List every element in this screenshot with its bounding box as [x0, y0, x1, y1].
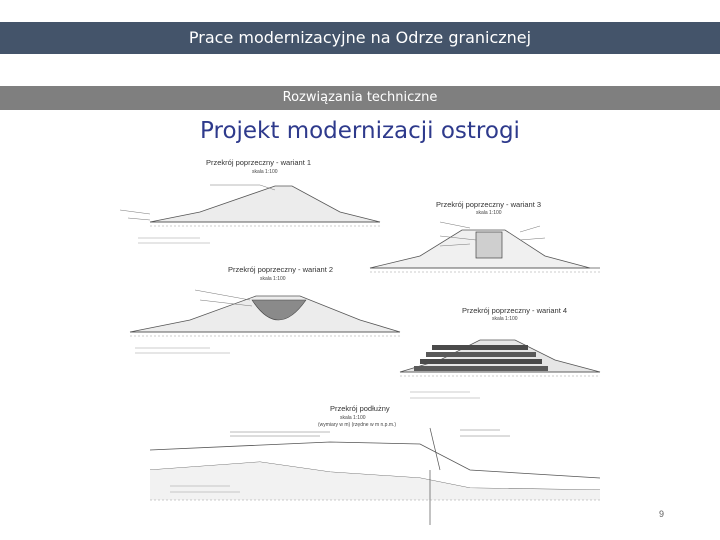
- variant4-title: Przekrój poprzeczny - wariant 4: [462, 306, 568, 315]
- variant1-title: Przekrój poprzeczny - wariant 1: [206, 158, 312, 167]
- variant2-scale: skala 1:100: [260, 276, 286, 282]
- cross-section-variant-4: [400, 306, 600, 398]
- longitudinal-scale: skala 1:100: [340, 415, 366, 421]
- variant2-title: Przekrój poprzeczny - wariant 2: [228, 265, 334, 274]
- page-number: 9: [658, 509, 664, 519]
- header-title: Prace modernizacyjne na Odrze granicznej: [188, 28, 532, 47]
- variant1-scale: skala 1:100: [252, 169, 278, 175]
- longitudinal-note: (wymiary w m) (rzędne w m n.p.m.): [318, 422, 397, 428]
- cross-section-variant-1: [120, 158, 380, 243]
- variant3-title: Przekrój poprzeczny - wariant 3: [436, 200, 542, 209]
- longitudinal-title: Przekrój podłużny: [330, 404, 390, 413]
- variant4-scale: skala 1:100: [492, 316, 518, 322]
- variant3-scale: skala 1:100: [476, 210, 502, 216]
- cross-section-variant-2: [130, 265, 400, 353]
- cross-section-variant-3: [370, 200, 600, 272]
- longitudinal-section: [150, 404, 600, 525]
- slide-title: Projekt modernizacji ostrogi: [200, 118, 520, 144]
- subheader-title: Rozwiązania techniczne: [282, 90, 438, 105]
